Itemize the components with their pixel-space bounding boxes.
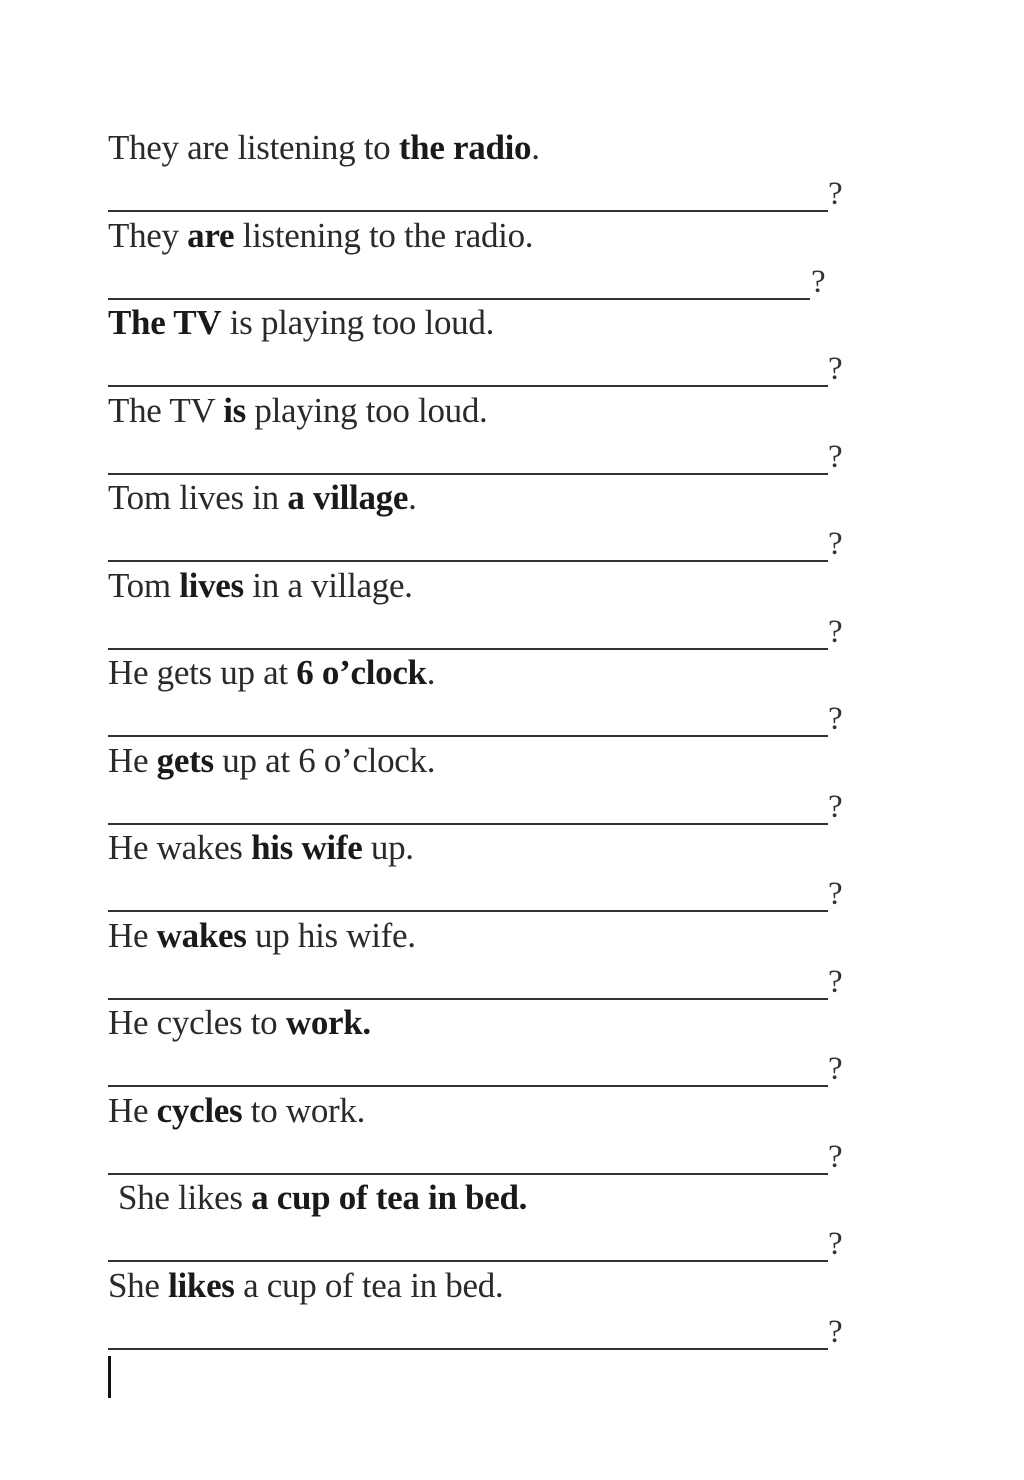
sentence [108, 216, 533, 256]
sentence-segment: She likes [118, 1178, 252, 1217]
question-mark: ? [828, 963, 843, 1000]
sentence-bold-segment: cycles [156, 1090, 243, 1130]
sentence-segment: to work. [242, 1090, 366, 1130]
exercise-item [108, 206, 868, 300]
sentence [108, 741, 435, 781]
sentence-bold-segment: likes [168, 1265, 235, 1305]
sentence-segment: up at 6 o’clock. [213, 740, 436, 780]
sentence-bold-segment: the radio [398, 128, 532, 167]
text-cursor [108, 1356, 111, 1398]
question-mark: ? [828, 701, 843, 737]
sentence-segment: up. [362, 828, 414, 867]
exercise-item [108, 993, 868, 1087]
sentence [108, 128, 540, 168]
sentence-segment: He [108, 915, 157, 955]
sentence [108, 1266, 503, 1306]
exercise-item [108, 906, 868, 1000]
sentence-segment: Tom [108, 565, 180, 605]
exercise-item [108, 468, 868, 562]
question-mark: ? [828, 351, 843, 387]
sentence [108, 566, 413, 606]
sentence-segment: He gets up at [108, 653, 297, 692]
answer-line[interactable] [108, 1348, 828, 1350]
sentence [108, 1091, 365, 1131]
sentence-bold-segment: a cup of tea in bed. [251, 1178, 528, 1217]
sentence-bold-segment: lives [179, 565, 244, 605]
sentence [108, 303, 494, 343]
question-mark: ? [828, 526, 843, 562]
question-mark: ? [828, 438, 843, 475]
exercise-item [108, 643, 868, 737]
sentence [118, 1178, 527, 1218]
sentence-segment: He wakes [108, 828, 252, 867]
exercise-item [108, 1081, 868, 1175]
exercise-item [108, 1256, 868, 1350]
question-mark: ? [811, 263, 826, 300]
sentence-segment: in a village. [243, 565, 413, 605]
question-mark: ? [828, 788, 843, 825]
question-mark: ? [828, 1138, 843, 1175]
sentence-segment: They [108, 215, 188, 255]
sentence-segment: He cycles to [108, 1003, 286, 1042]
sentence-segment: He [108, 740, 157, 780]
question-mark: ? [828, 1051, 843, 1087]
sentence-bold-segment: work. [285, 1003, 371, 1042]
sentence-bold-segment: a village [287, 478, 409, 517]
sentence-bold-segment: wakes [156, 915, 247, 955]
sentence-segment: playing too loud. [245, 390, 488, 430]
sentence-segment: a cup of tea in bed. [234, 1265, 504, 1305]
question-mark: ? [828, 176, 843, 212]
sentence-bold-segment: The TV [108, 303, 222, 342]
sentence-segment: listening to the radio. [234, 215, 534, 255]
sentence-segment: . [408, 478, 417, 517]
question-mark: ? [828, 613, 843, 650]
exercise-item [108, 293, 868, 387]
sentence-segment: He [108, 1090, 157, 1130]
sentence [108, 1003, 371, 1043]
sentence-segment: They are listening to [108, 128, 399, 167]
sentence-bold-segment: is [223, 390, 246, 430]
question-mark: ? [828, 1313, 843, 1350]
sentence-segment: up his wife. [246, 915, 416, 955]
sentence-segment: is playing too loud. [221, 303, 495, 342]
exercise-item [108, 1168, 868, 1262]
sentence-bold-segment: gets [156, 740, 214, 780]
sentence-segment: . [531, 128, 540, 167]
sentence-bold-segment: 6 o’clock [296, 653, 427, 692]
sentence [108, 478, 417, 518]
question-mark: ? [828, 876, 843, 912]
sentence-segment: Tom lives in [108, 478, 288, 517]
sentence-segment: . [426, 653, 436, 692]
sentence-bold-segment: are [187, 215, 235, 255]
exercise-item [108, 556, 868, 650]
sentence [108, 828, 414, 868]
sentence [108, 391, 488, 431]
exercise-item [108, 381, 868, 475]
sentence-segment: She [108, 1265, 169, 1305]
question-mark: ? [828, 1226, 843, 1262]
sentence-bold-segment: his wife [251, 828, 363, 867]
exercise-item [108, 731, 868, 825]
exercise-item [108, 818, 868, 912]
exercise-item [108, 118, 868, 212]
exercise-list [108, 118, 868, 1350]
sentence-segment: The TV [108, 390, 224, 430]
sentence [108, 653, 435, 693]
sentence [108, 916, 416, 956]
